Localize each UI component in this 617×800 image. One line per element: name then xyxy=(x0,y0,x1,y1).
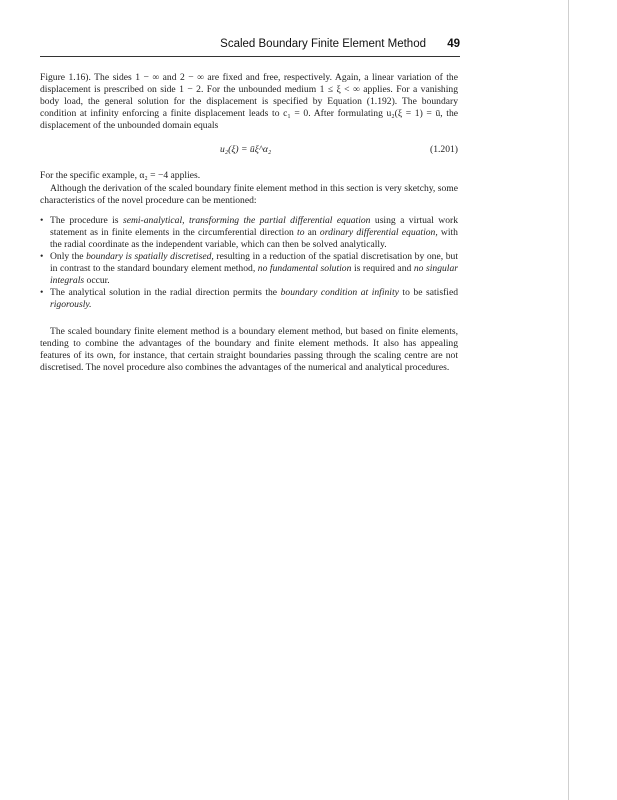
page-number: 49 xyxy=(447,38,460,50)
characteristics-list xyxy=(40,215,458,312)
paragraph-3: Although the derivation of the scaled boundary finite element method in this section is very sketchy, some characteristics of the novel procedure can be mentioned: xyxy=(40,182,458,206)
bullet-icon: • xyxy=(40,251,44,263)
equation-expression: u₂(ξ) = ūξ^α₂ xyxy=(220,144,272,156)
paragraph-4: The scaled boundary finite element method is a boundary element method, but based on finite elements, tending to combine the advantages of the boundary and finite element methods. It also has appealing features of its own, for instance, that certain straight boundaries passing through the scaling centre are not discretised. The novel procedure also combines the advantages of the numerical and analytical procedures. xyxy=(40,325,458,373)
list-item: • Only the boundary is spatially discretised, resulting in a reduction of the spatial discretisation by one, but in contrast to the standard boundary element method, no fundamental solution is required and no singular integrals occur. xyxy=(40,251,458,287)
bullet-icon: • xyxy=(40,214,44,226)
header-rule xyxy=(40,56,460,57)
equation-1-201 xyxy=(40,144,458,158)
header-title: Scaled Boundary Finite Element Method xyxy=(220,38,426,50)
running-header xyxy=(40,38,460,56)
paragraph-1: Figure 1.16). The sides 1 − ∞ and 2 − ∞ are fixed and free, respectively. Again, a linear variation of the displacement is prescribed on side 1 − 2. For the unbounded medium 1 ≤ ξ < ∞ applies. For a vanishing body load, the general solution for the displacement is specified by Equation (1.192). The boundary condition at infinity enforcing a finite displacement leads to c₁ = 0. After formulating u₂(ξ = 1) = ū, the displacement of the unbounded domain equals xyxy=(40,72,458,132)
paragraph-2: For the specific example, α₂ = −4 applies. xyxy=(40,170,201,182)
equation-number: (1.201) xyxy=(430,144,458,156)
page-edge-divider xyxy=(568,0,569,800)
body-text xyxy=(40,72,458,374)
list-item: • The procedure is semi-analytical, transforming the partial differential equation using a virtual work statement as in finite elements in the circumferential direction to an ordinary differential equation, with the radial coordinate as the independent variable, which can then be solved analytically. xyxy=(40,214,458,250)
list-item: • The analytical solution in the radial direction permits the boundary condition at infinity to be satisfied rigorously. xyxy=(40,287,458,311)
bullet-icon: • xyxy=(40,287,44,299)
